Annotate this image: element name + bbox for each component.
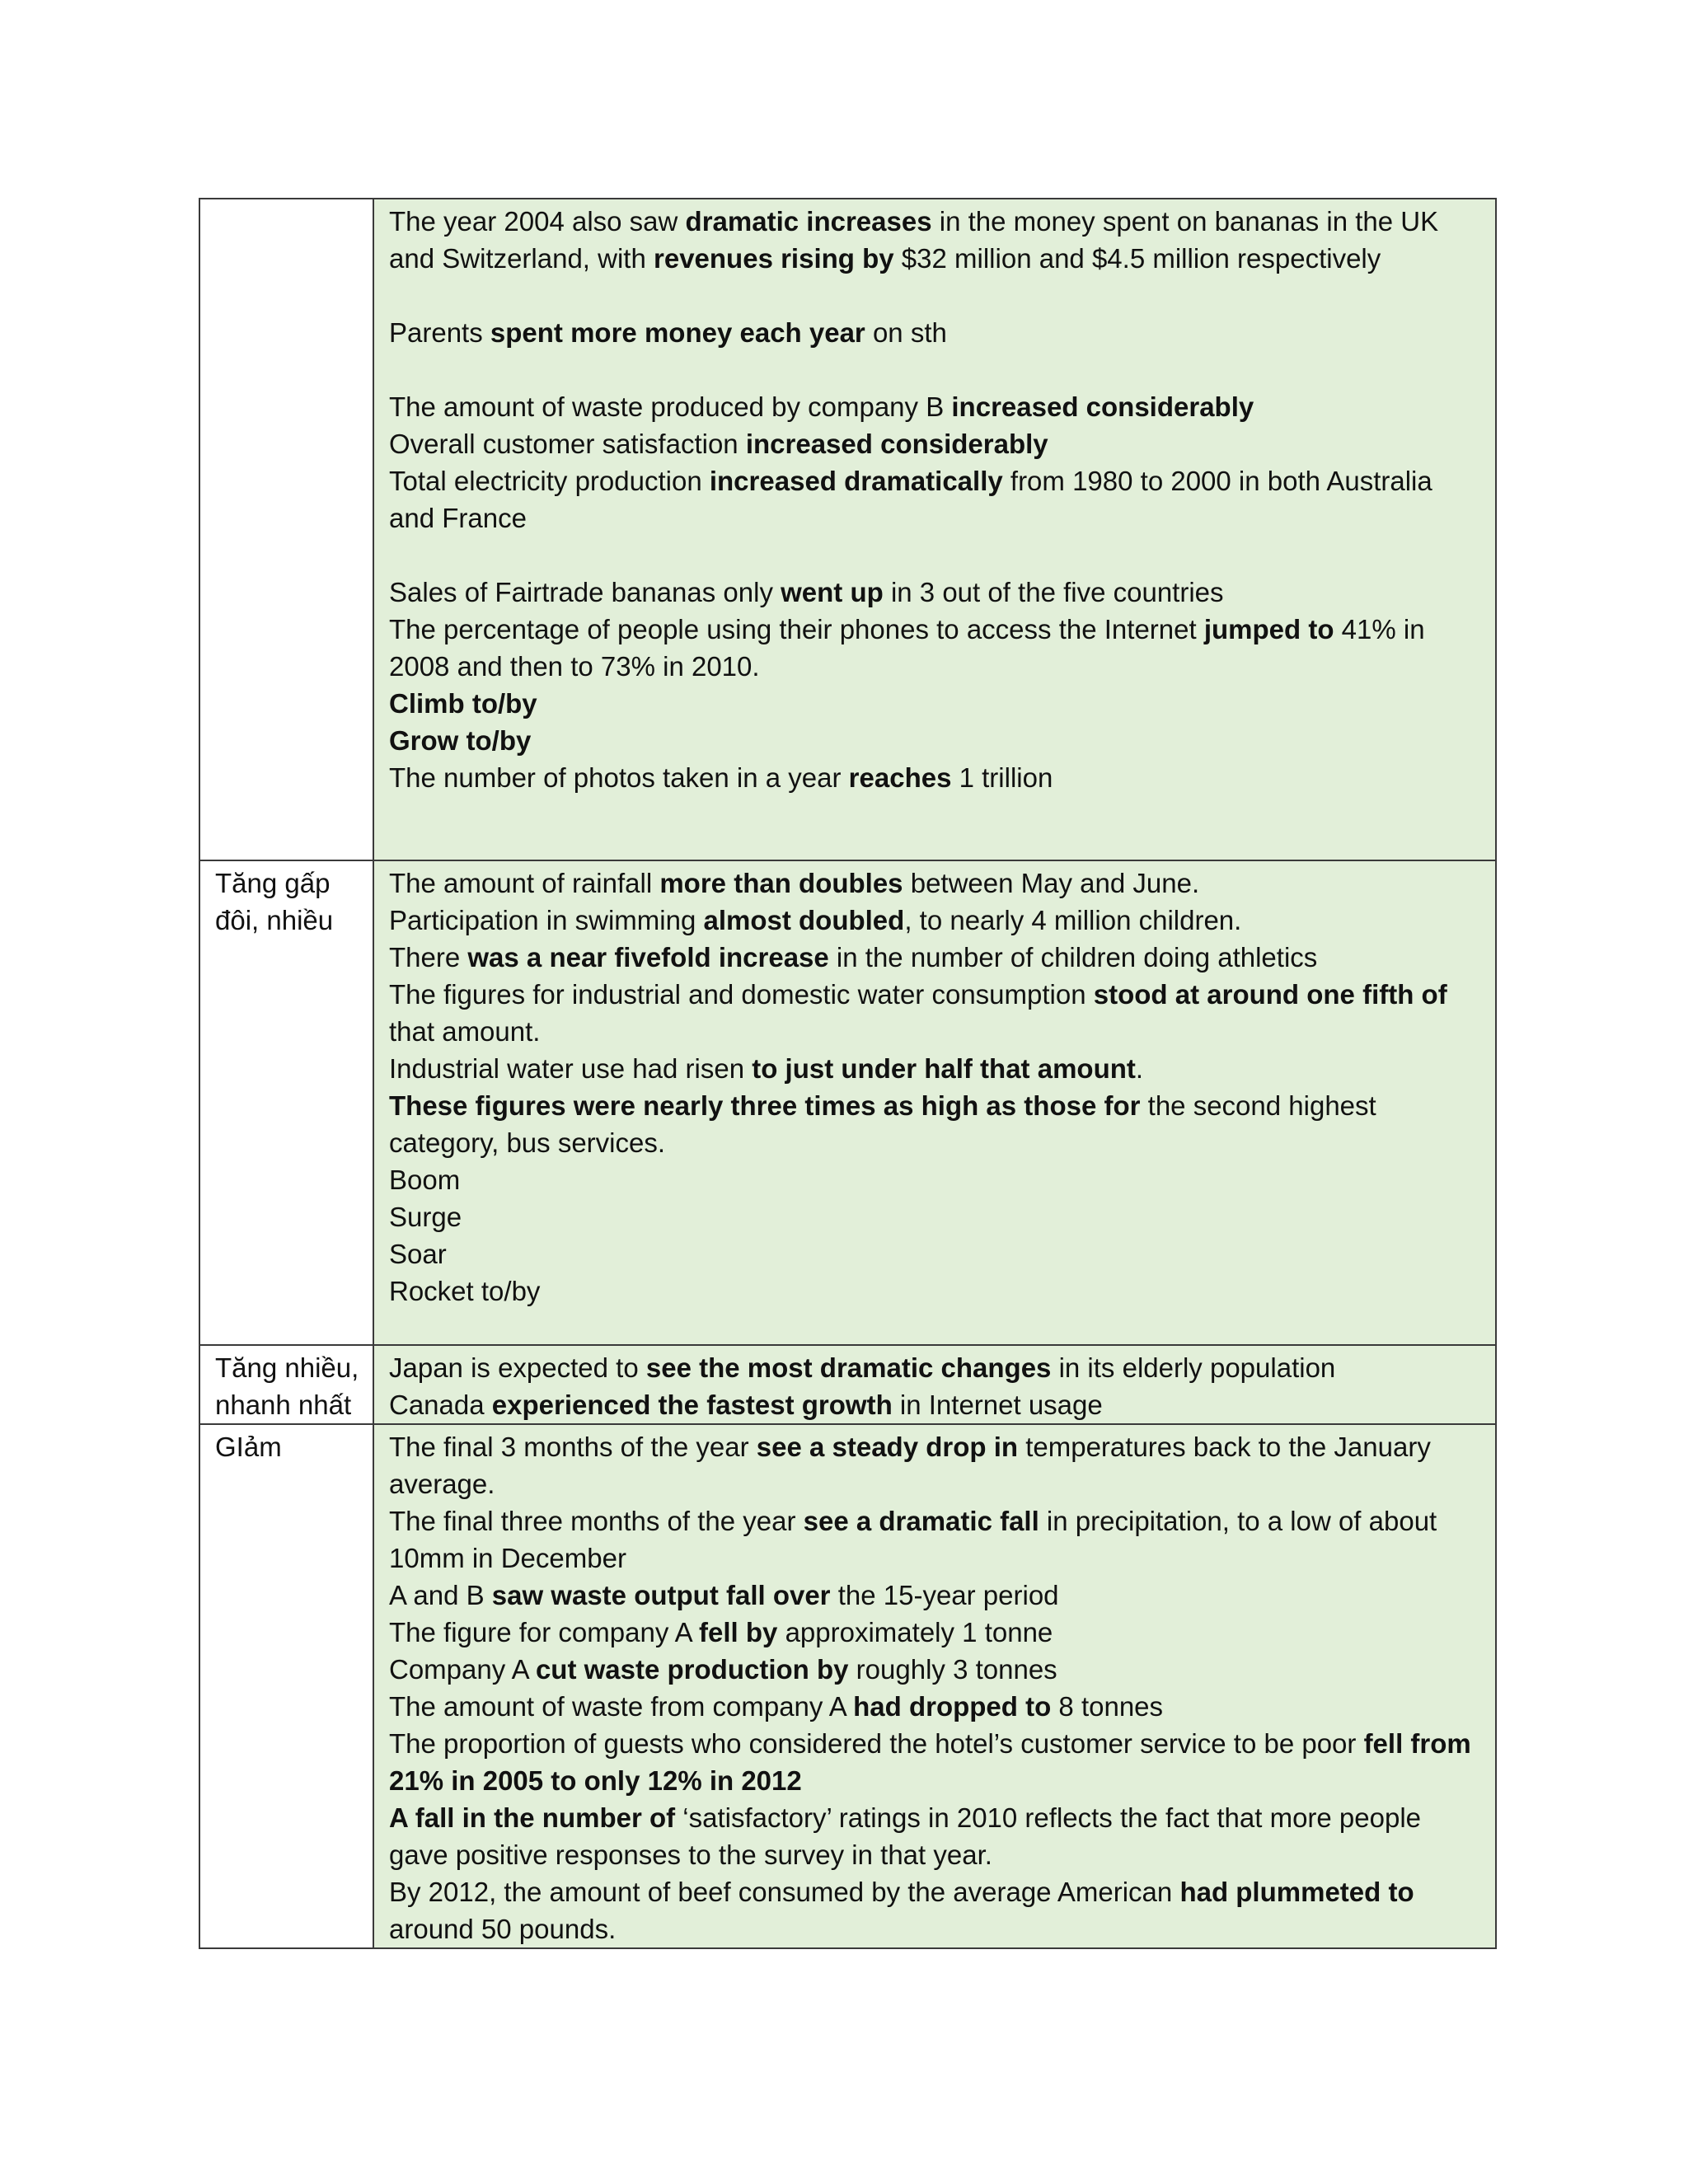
example-line <box>389 939 1482 976</box>
key-phrase: increased considerably <box>951 391 1254 422</box>
example-line <box>389 759 1482 796</box>
key-phrase: experienced the fastest growth <box>491 1390 893 1420</box>
example-line <box>389 1873 1482 1947</box>
example-line <box>389 1087 1482 1161</box>
example-line <box>389 722 1482 759</box>
example-text: Sales of Fairtrade bananas only <box>389 577 781 607</box>
blank-line <box>389 277 1482 314</box>
example-text: The percentage of people using their phones to access the Internet <box>389 614 1204 644</box>
example-text: Total electricity production <box>389 466 710 496</box>
example-text: The year 2004 also saw <box>389 206 686 237</box>
example-line <box>389 611 1482 685</box>
example-line <box>389 1799 1482 1873</box>
key-phrase: jumped to <box>1203 614 1334 644</box>
example-line <box>389 388 1482 425</box>
example-line <box>389 1349 1482 1386</box>
example-line <box>389 574 1482 611</box>
vocabulary-table <box>199 198 1497 1949</box>
example-text: Surge <box>389 1202 462 1232</box>
example-text: $32 million and $4.5 million respectively <box>893 243 1381 274</box>
example-text: in precipitation, to a low of about 10mm in December <box>389 1506 1437 1573</box>
example-line <box>389 1198 1482 1235</box>
key-phrase: revenues rising by <box>654 243 894 274</box>
example-text: The figures for industrial and domestic water consumption <box>389 979 1094 1010</box>
example-text: The final 3 months of the year <box>389 1432 757 1462</box>
key-phrase: Climb to/by <box>389 688 537 719</box>
example-text: around 50 pounds. <box>389 1914 617 1944</box>
example-text: There <box>389 942 468 972</box>
key-phrase: see a dramatic fall <box>803 1506 1039 1536</box>
example-line <box>389 1577 1482 1614</box>
example-text: Rocket to/by <box>389 1276 541 1306</box>
example-text: in the money spent on bananas in the UK and Switzerland, with <box>389 206 1439 274</box>
example-line <box>389 685 1482 722</box>
example-line <box>389 865 1482 902</box>
examples-cell <box>373 860 1496 1345</box>
key-phrase: increased dramatically <box>709 466 1003 496</box>
example-line <box>389 1386 1482 1423</box>
example-line <box>389 1428 1482 1502</box>
example-text: Company A <box>389 1654 536 1685</box>
category-cell: GIảm <box>199 1424 373 1948</box>
key-phrase: see a steady drop in <box>756 1432 1019 1462</box>
key-phrase: was a near fivefold increase <box>467 942 829 972</box>
example-text: in its elderly population <box>1051 1352 1336 1383</box>
example-text: the second highest category, bus services. <box>389 1090 1376 1158</box>
category-cell <box>199 199 373 860</box>
table-row <box>199 199 1496 860</box>
example-text: 41% in 2008 and then to 73% in 2010. <box>389 614 1425 682</box>
key-phrase: stood at around one fifth of <box>1093 979 1447 1010</box>
example-line <box>389 1235 1482 1272</box>
example-text: Soar <box>389 1239 447 1269</box>
key-phrase: see the most dramatic changes <box>645 1352 1052 1383</box>
example-text: The amount of waste from company A <box>389 1691 854 1722</box>
example-line <box>389 1502 1482 1577</box>
example-text: , to nearly 4 million children. <box>904 905 1242 935</box>
table-row <box>199 1424 1496 1948</box>
example-text: the 15-year period <box>830 1580 1059 1610</box>
key-phrase: had dropped to <box>853 1691 1052 1722</box>
example-text: The final three months of the year <box>389 1506 804 1536</box>
example-text: By 2012, the amount of beef consumed by the average American <box>389 1877 1180 1907</box>
key-phrase: saw waste output fall over <box>491 1580 831 1610</box>
example-text: Boom <box>389 1165 461 1195</box>
example-text: in 3 out of the five countries <box>883 577 1224 607</box>
example-text: approximately 1 tonne <box>777 1617 1053 1647</box>
key-phrase: spent more money each year <box>490 317 865 348</box>
example-line <box>389 976 1482 1050</box>
key-phrase: These figures were nearly three times as high as those for <box>389 1090 1141 1121</box>
example-text: 1 trillion <box>951 762 1053 793</box>
examples-cell <box>373 1424 1496 1948</box>
example-text: 8 tonnes <box>1051 1691 1164 1722</box>
key-phrase: Grow to/by <box>389 725 532 756</box>
example-text: ‘satisfactory’ ratings in 2010 reflects the fact that more people gave positive responses to the survey in that year. <box>389 1802 1422 1870</box>
table-row <box>199 1345 1496 1424</box>
key-phrase: had plummeted to <box>1179 1877 1414 1907</box>
example-text: The amount of waste produced by company B <box>389 391 952 422</box>
key-phrase: increased considerably <box>745 429 1048 459</box>
blank-line <box>389 351 1482 388</box>
example-line <box>389 1272 1482 1310</box>
example-text: temperatures back to the January average. <box>389 1432 1431 1499</box>
example-text: The number of photos taken in a year <box>389 762 849 793</box>
example-text: Overall customer satisfaction <box>389 429 746 459</box>
key-phrase: cut waste production by <box>535 1654 849 1685</box>
example-text: on sth <box>865 317 947 348</box>
example-line <box>389 1688 1482 1725</box>
example-line <box>389 1161 1482 1198</box>
key-phrase: to just under half that amount <box>752 1053 1136 1084</box>
example-line <box>389 462 1482 537</box>
example-text: in Internet usage <box>892 1390 1103 1420</box>
example-text: from 1980 to 2000 in both Australia and France <box>389 466 1432 533</box>
example-line <box>389 1651 1482 1688</box>
key-phrase: reaches <box>848 762 952 793</box>
example-line <box>389 1614 1482 1651</box>
example-text: between May and June. <box>903 868 1200 898</box>
example-text: A and B <box>389 1580 492 1610</box>
example-text: roughly 3 tonnes <box>848 1654 1057 1685</box>
key-phrase: fell from 21% in 2005 to only 12% in 2012 <box>389 1728 1471 1796</box>
example-text: Canada <box>389 1390 492 1420</box>
category-cell: Tăng nhiều, nhanh nhất <box>199 1345 373 1424</box>
example-text: Japan is expected to <box>389 1352 646 1383</box>
key-phrase: almost doubled <box>703 905 905 935</box>
example-text: in the number of children doing athletics <box>828 942 1318 972</box>
category-cell: Tăng gấp đôi, nhiều <box>199 860 373 1345</box>
example-line <box>389 314 1482 351</box>
example-text: Parents <box>389 317 490 348</box>
table-row <box>199 860 1496 1345</box>
key-phrase: dramatic increases <box>685 206 932 237</box>
key-phrase: A fall in the number of <box>389 1802 676 1833</box>
example-line <box>389 1050 1482 1087</box>
blank-line <box>389 537 1482 574</box>
example-text: . <box>1135 1053 1144 1084</box>
example-text: Industrial water use had risen <box>389 1053 753 1084</box>
example-text: that amount. <box>389 1016 541 1047</box>
key-phrase: more than doubles <box>659 868 903 898</box>
key-phrase: went up <box>781 577 884 607</box>
examples-cell <box>373 1345 1496 1424</box>
example-text: The proportion of guests who considered the hotel’s customer service to be poor <box>389 1728 1364 1759</box>
example-text: The amount of rainfall <box>389 868 660 898</box>
examples-cell <box>373 199 1496 860</box>
example-line <box>389 425 1482 462</box>
example-line <box>389 203 1482 277</box>
example-text: The figure for company A <box>389 1617 700 1647</box>
example-text: Participation in swimming <box>389 905 704 935</box>
key-phrase: fell by <box>699 1617 778 1647</box>
example-line <box>389 1725 1482 1799</box>
example-line <box>389 902 1482 939</box>
